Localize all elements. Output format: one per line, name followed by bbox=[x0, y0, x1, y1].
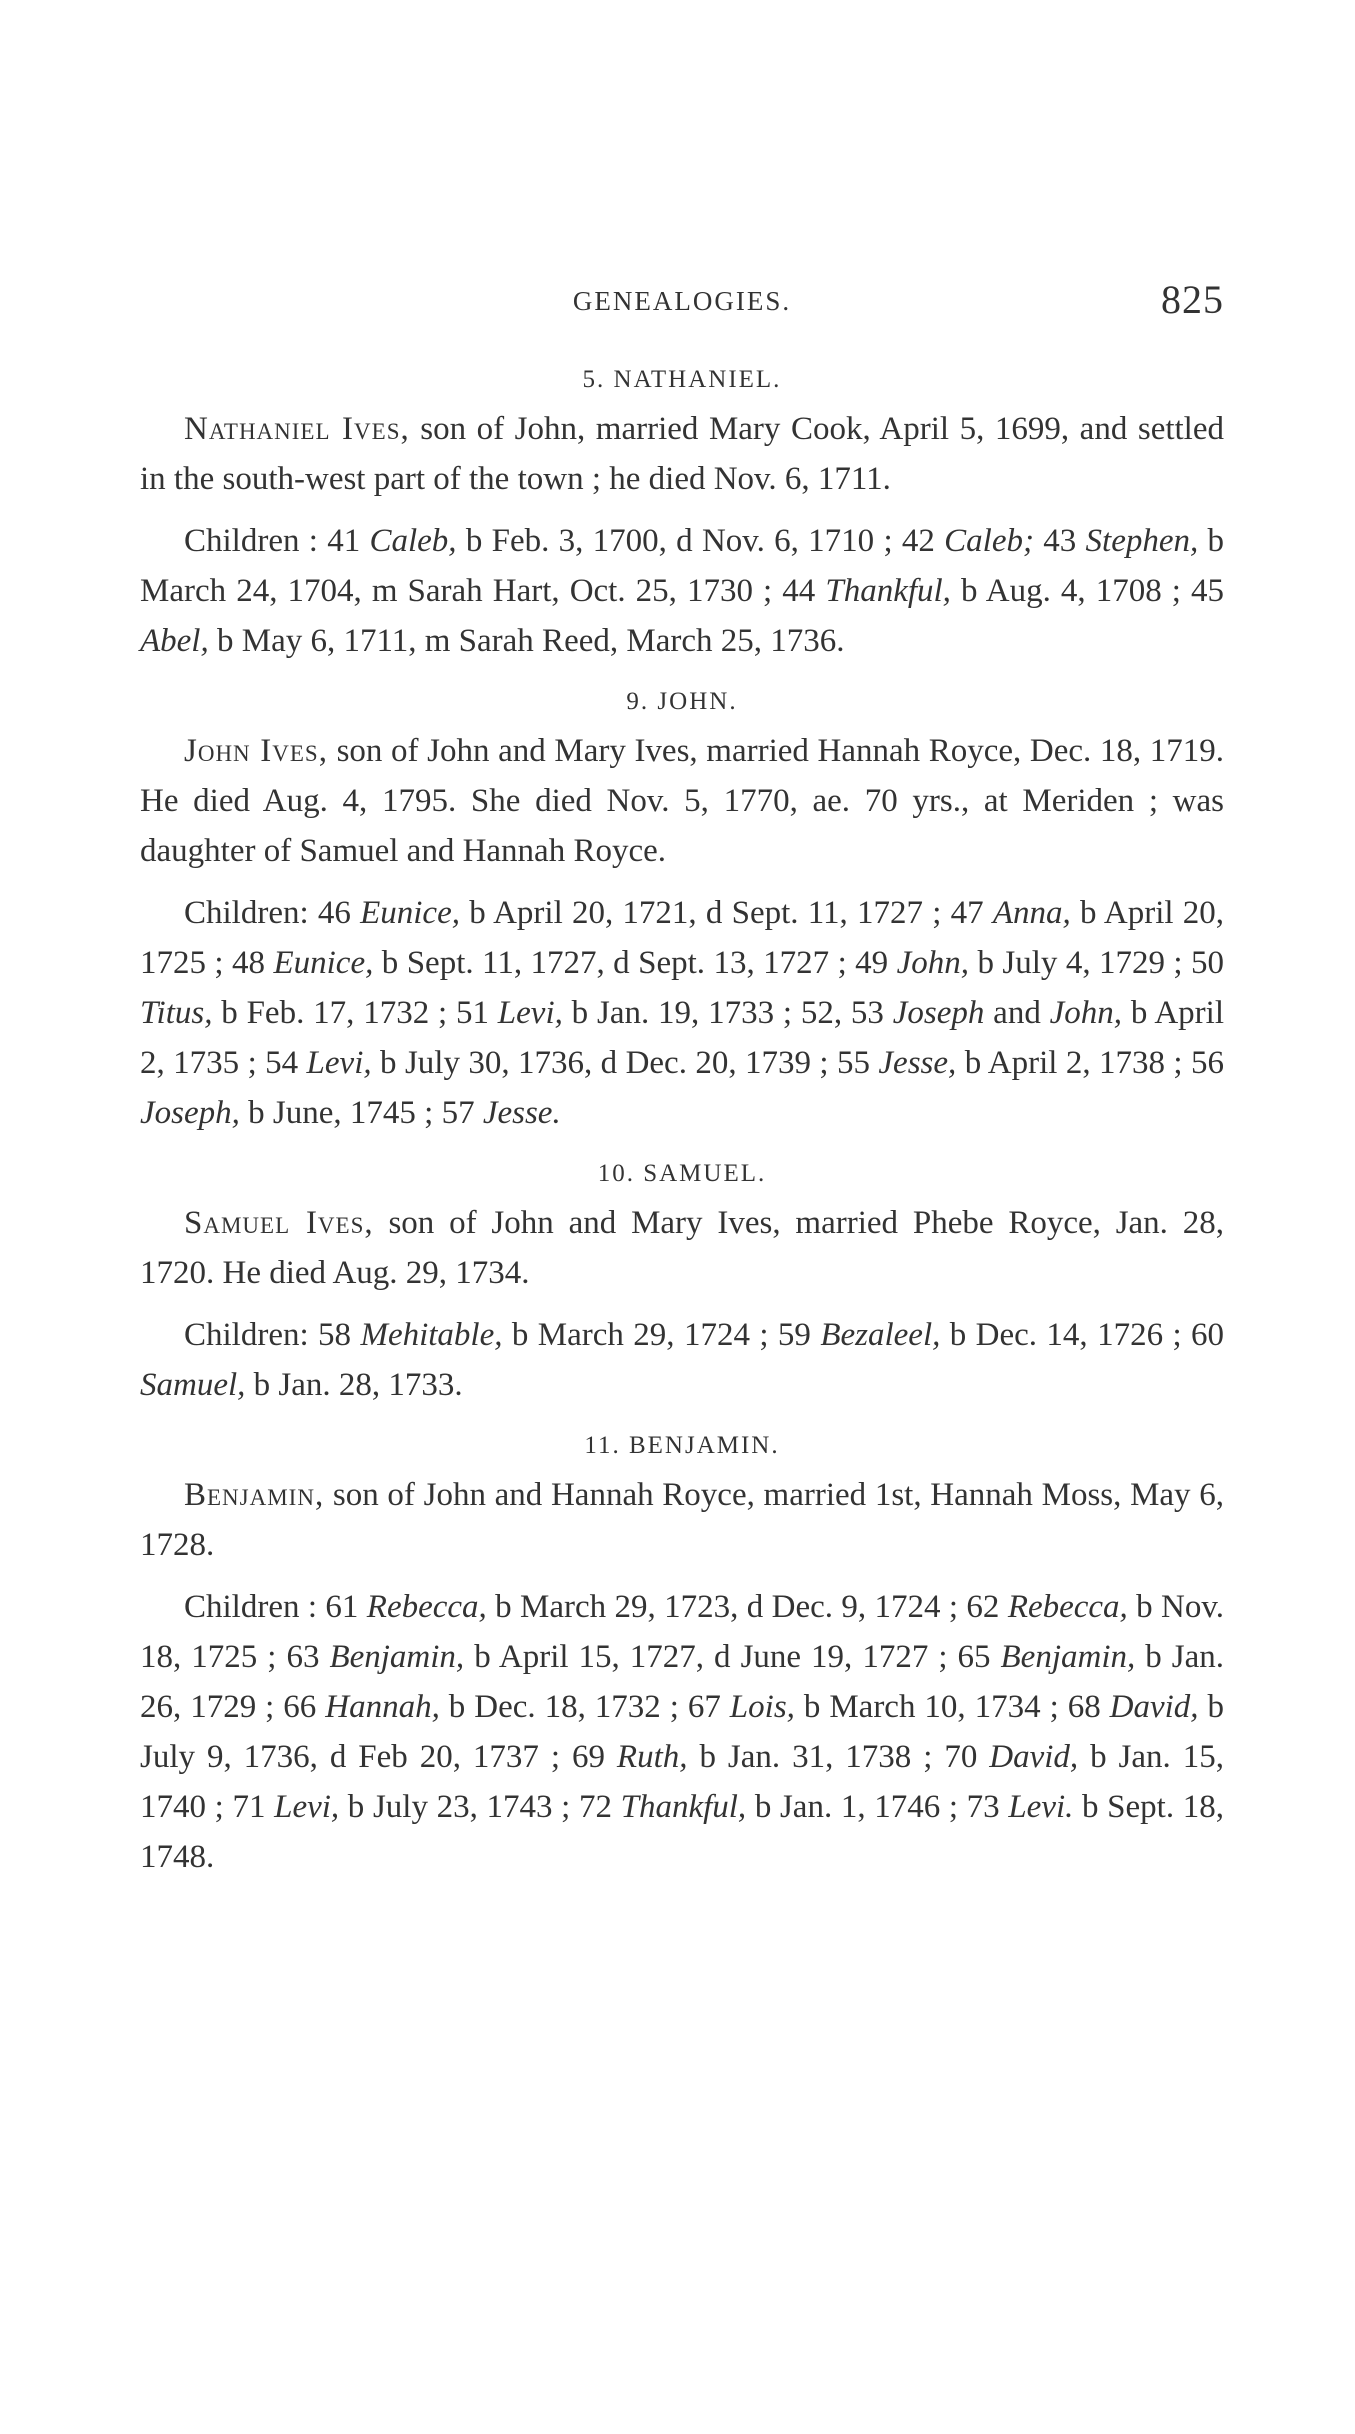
child-number: 46 bbox=[308, 895, 361, 931]
child-name: Eunice, bbox=[360, 895, 460, 931]
biography-text: son of John and Mary Ives, married Hannah Royce, Dec. 18, 1719. He died Aug. 4, 1795. She died Nov. 5, 1770, ae. 70 yrs., at Meriden ; was daughter of Samuel and Hannah Royce. bbox=[140, 733, 1224, 869]
child-name: Benjamin, bbox=[1000, 1639, 1136, 1675]
biography-text: son of John and Hannah Royce, married 1st, Hannah Moss, May 6, 1728. bbox=[140, 1477, 1224, 1563]
child-name: Ruth, bbox=[616, 1739, 688, 1775]
book-page bbox=[140, 277, 1225, 1894]
child-number: 61 bbox=[317, 1589, 367, 1625]
child-name: John, bbox=[1049, 995, 1123, 1031]
child-name: Thankful, bbox=[825, 573, 951, 609]
children-paragraph bbox=[140, 516, 1224, 666]
children-paragraph bbox=[140, 888, 1224, 1138]
person-name: John Ives, bbox=[184, 733, 328, 769]
child-details: b July 9, 1736, d Feb 20, 1737 ; bbox=[140, 1689, 1224, 1775]
child-details: b April 15, 1727, d June 19, 1727 ; bbox=[464, 1639, 948, 1675]
child-name: Joseph bbox=[892, 995, 985, 1031]
child-name: Jesse. bbox=[482, 1095, 561, 1131]
child-number: 57 bbox=[433, 1095, 483, 1131]
child-name: Stephen, bbox=[1085, 523, 1199, 559]
page-header bbox=[140, 277, 1224, 342]
child-number: 48 bbox=[223, 945, 274, 981]
child-details: b Sept. 18, 1748. bbox=[140, 1789, 1224, 1875]
child-details: b May 6, 1711, m Sarah Reed, March 25, 1736. bbox=[208, 623, 845, 659]
child-details: b July 4, 1729 ; bbox=[969, 945, 1183, 981]
child-number: 56 bbox=[1182, 1045, 1224, 1081]
child-name: Levi, bbox=[497, 995, 563, 1031]
child-details: b April 2, 1735 ; bbox=[140, 995, 1224, 1081]
children-label: Children: bbox=[184, 1317, 309, 1353]
child-details: b Jan. 19, 1733 ; bbox=[562, 995, 793, 1031]
child-number: 71 bbox=[223, 1789, 275, 1825]
child-name: Lois, bbox=[729, 1689, 795, 1725]
child-details: b March 29, 1723, d Dec. 9, 1724 ; bbox=[486, 1589, 959, 1625]
child-details: b Jan. 15, 1740 ; bbox=[140, 1739, 1224, 1825]
biography-paragraph bbox=[140, 1198, 1224, 1298]
biography-text: son of John, married Mary Cook, April 5, 1699, and settled in the south-west part of the town ; he died Nov. 6, 1711. bbox=[140, 411, 1224, 497]
child-details: b July 30, 1736, d Dec. 20, 1739 ; bbox=[371, 1045, 829, 1081]
child-name: Thankful, bbox=[620, 1789, 747, 1825]
child-details: b Feb. 17, 1732 ; bbox=[212, 995, 448, 1031]
child-name: Abel, bbox=[140, 623, 209, 659]
child-name: Caleb; bbox=[944, 523, 1034, 559]
child-details: b Jan. 31, 1738 ; bbox=[687, 1739, 933, 1775]
child-name: Hannah, bbox=[325, 1689, 440, 1725]
biography-text: son of John and Mary Ives, married Phebe Royce, Jan. 28, 1720. He died Aug. 29, 1734. bbox=[140, 1205, 1225, 1291]
child-number: 62 bbox=[958, 1589, 1008, 1625]
child-number: 54 bbox=[256, 1045, 307, 1081]
child-number: 58 bbox=[308, 1317, 361, 1353]
child-number: 60 bbox=[1181, 1317, 1225, 1353]
child-number: 42 bbox=[892, 523, 945, 559]
child-number: 68 bbox=[1058, 1689, 1110, 1725]
child-number: 67 bbox=[678, 1689, 730, 1725]
child-number: 52, 53 bbox=[792, 995, 893, 1031]
person-name: Nathaniel Ives, bbox=[184, 411, 410, 447]
child-name: Benjamin, bbox=[329, 1639, 465, 1675]
biography-paragraph bbox=[140, 1470, 1224, 1570]
child-name: Levi, bbox=[306, 1045, 372, 1081]
section-heading: 10. SAMUEL. bbox=[597, 1160, 767, 1187]
child-details: b March 10, 1734 ; bbox=[794, 1689, 1059, 1725]
child-details: b Jan. 1, 1746 ; bbox=[746, 1789, 959, 1825]
child-name: Joseph, bbox=[140, 1095, 240, 1131]
child-name: David, bbox=[989, 1739, 1079, 1775]
child-details: b March 29, 1724 ; bbox=[502, 1317, 769, 1353]
child-name: Caleb, bbox=[369, 523, 457, 559]
child-name: David, bbox=[1109, 1689, 1199, 1725]
child-details: b June, 1745 ; bbox=[239, 1095, 434, 1131]
child-number: 65 bbox=[947, 1639, 1001, 1675]
children-label: Children: bbox=[184, 895, 309, 931]
child-details: b April 20, 1725 ; bbox=[140, 895, 1224, 981]
child-details: b Aug. 4, 1708 ; bbox=[950, 573, 1181, 609]
child-number bbox=[1041, 995, 1050, 1031]
children-label: Children : bbox=[184, 523, 318, 559]
biography-paragraph bbox=[140, 404, 1224, 504]
child-name: John, bbox=[896, 945, 970, 981]
running-title: GENEALOGIES. bbox=[572, 286, 792, 316]
child-name: Levi, bbox=[274, 1789, 340, 1825]
section-heading: 11. BENJAMIN. bbox=[584, 1432, 780, 1459]
child-number: 51 bbox=[447, 995, 498, 1031]
person-name: Benjamin, bbox=[184, 1477, 325, 1513]
child-number: 59 bbox=[768, 1317, 821, 1353]
child-number: 43 bbox=[1034, 523, 1086, 559]
child-number: 55 bbox=[828, 1045, 879, 1081]
child-details: b Feb. 3, 1700, d Nov. 6, 1710 ; bbox=[456, 523, 893, 559]
child-name: Levi. bbox=[1008, 1789, 1074, 1825]
children-paragraph bbox=[140, 1310, 1224, 1410]
child-number: 50 bbox=[1182, 945, 1225, 981]
child-number: 47 bbox=[941, 895, 993, 931]
child-number: 49 bbox=[846, 945, 897, 981]
child-details: b April 20, 1721, d Sept. 11, 1727 ; bbox=[459, 895, 942, 931]
child-details: b Jan. 26, 1729 ; bbox=[140, 1639, 1225, 1725]
child-number: 69 bbox=[560, 1739, 617, 1775]
biography-paragraph bbox=[140, 726, 1224, 876]
child-number: 66 bbox=[274, 1689, 326, 1725]
child-number: 44 bbox=[772, 573, 826, 609]
child-name: Jesse, bbox=[878, 1045, 957, 1081]
child-details: b March 24, 1704, m Sarah Hart, Oct. 25, 1730 ; bbox=[140, 523, 1225, 609]
child-name: Bezaleel, bbox=[820, 1317, 941, 1353]
child-details: b Sept. 11, 1727, d Sept. 13, 1727 ; bbox=[373, 945, 847, 981]
child-details: b Dec. 18, 1732 ; bbox=[439, 1689, 679, 1725]
child-number: 70 bbox=[932, 1739, 990, 1775]
child-number: 45 bbox=[1180, 573, 1225, 609]
children-label: Children : bbox=[184, 1589, 318, 1625]
child-details: b Jan. 28, 1733. bbox=[245, 1367, 463, 1403]
child-name: Mehitable, bbox=[360, 1317, 503, 1353]
child-details: b April 2, 1738 ; bbox=[956, 1045, 1183, 1081]
child-name: Samuel, bbox=[140, 1367, 246, 1403]
child-name: Anna, bbox=[992, 895, 1071, 931]
section-heading: 9. JOHN. bbox=[626, 688, 738, 715]
page-number: 825 bbox=[1161, 277, 1224, 322]
child-details: b Nov. 18, 1725 ; bbox=[140, 1589, 1224, 1675]
child-name: Titus, bbox=[140, 995, 213, 1031]
child-details: and bbox=[984, 995, 1041, 1031]
child-name: Rebecca, bbox=[1007, 1589, 1128, 1625]
child-number: 41 bbox=[317, 523, 370, 559]
children-paragraph bbox=[140, 1582, 1224, 1882]
child-details: b Dec. 14, 1726 ; bbox=[940, 1317, 1182, 1353]
person-name: Samuel Ives, bbox=[184, 1205, 374, 1241]
section-heading: 5. NATHANIEL. bbox=[582, 366, 782, 393]
genealogy-entries bbox=[140, 366, 1224, 1882]
child-name: Eunice, bbox=[273, 945, 374, 981]
child-number: 73 bbox=[958, 1789, 1009, 1825]
child-details: b July 23, 1743 ; bbox=[339, 1789, 571, 1825]
child-number: 63 bbox=[276, 1639, 330, 1675]
child-name: Rebecca, bbox=[366, 1589, 487, 1625]
child-number: 72 bbox=[570, 1789, 621, 1825]
